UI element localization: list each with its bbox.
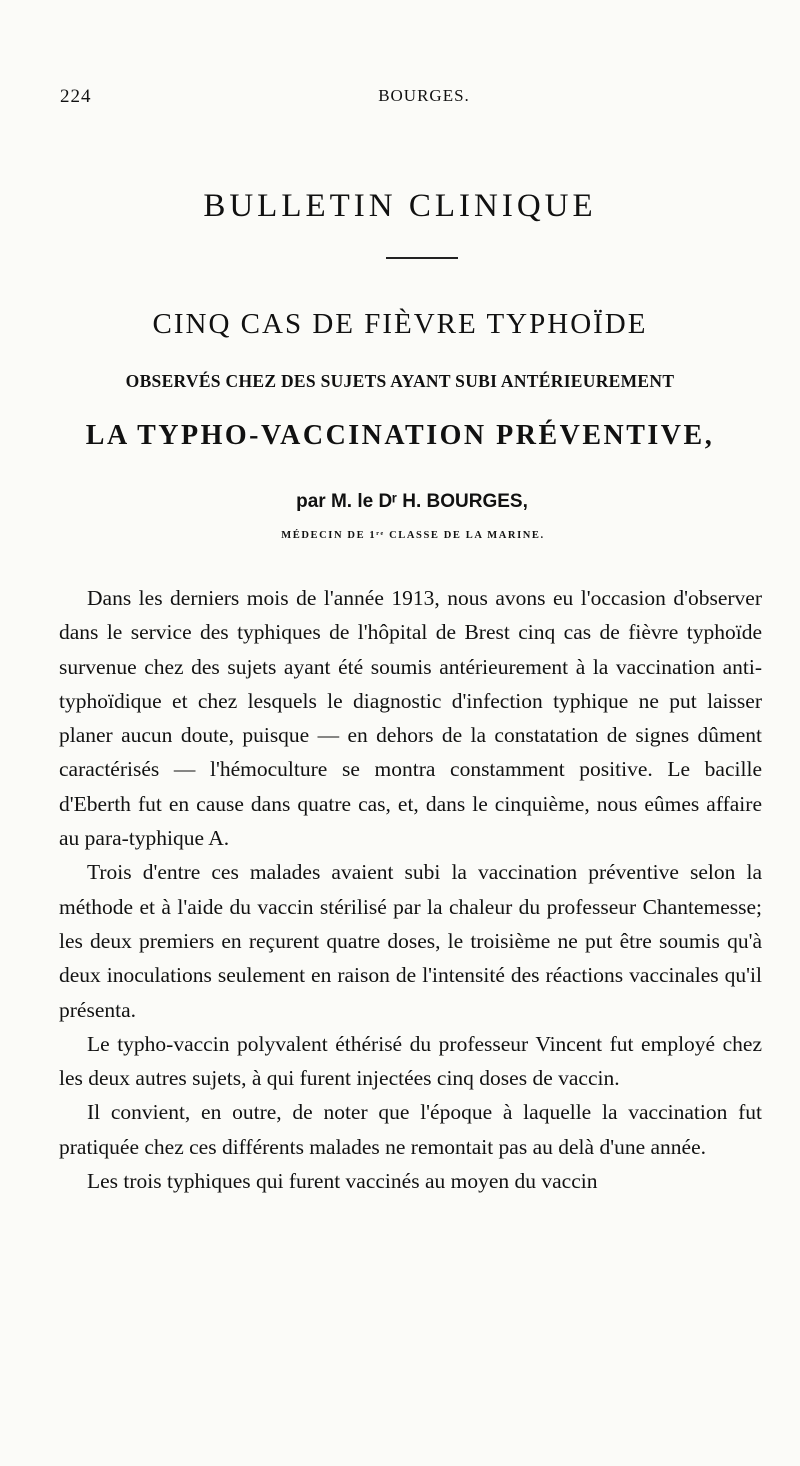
author-byline: par M. le Dʳ H. BOURGES, [296,491,528,512]
paragraph: Il convient, en outre, de noter que l'époque à laquelle la vaccination fut pratiquée chez ces différents malades ne remontait pas au delà d'une année. [59,1100,762,1159]
author-affiliation: MÉDECIN DE 1ʳᵉ CLASSE DE LA MARINE. [281,530,545,541]
paragraph: Dans les derniers mois de l'année 1913, nous avons eu l'occasion d'observer dans le service des typhiques de l'hôpital de Brest cinq cas de fièvre typhoïde survenue chez des sujets ayant été soumis antérieurement à la vaccination anti-typhoïdique et chez lesquels le diagnostic d'infection typhique ne put laisser planer aucun doute, puisque — en dehors de la constatation de signes dûment caractérisés — l'hémoculture se montra constamment positive. Le bacille d'Eberth fut en cause dans quatre cas, et, dans le cinquième, nous eûmes affaire au para-typhique A. [59,586,762,851]
running-header [60,86,760,116]
paragraph: Les trois typhiques qui furent vaccinés au moyen du vaccin [87,1169,598,1194]
title-rule [386,257,458,259]
running-title: BOURGES. [378,86,470,105]
paragraph: Le typho-vaccin polyvalent éthérisé du professeur Vincent fut employé chez les deux autres sujets, à qui furent injectées cinq doses de vaccin. [59,1031,762,1091]
paragraph: Trois d'entre ces malades avaient subi la vaccination préventive selon la méthode et à l'aide du vaccin stérilisé par la chaleur du professeur Chantemesse; les deux premiers en reçurent quatre doses, le troisième ne put être soumis qu'à deux inoculations seulement en raison de l'intensité des réactions vaccinales qu'il présenta. [59,860,762,1022]
article-title: CINQ CAS DE FIÈVRE TYPHOÏDE [152,308,648,340]
page-number: 224 [60,86,92,107]
section-title: BULLETIN CLINIQUE [203,188,597,224]
article-subtitle: OBSERVÉS CHEZ DES SUJETS AYANT SUBI ANTÉRIEUREMENT [125,371,675,391]
body-text [59,581,762,1198]
article-title-continued: LA TYPHO-VACCINATION PRÉVENTIVE, [85,420,715,451]
